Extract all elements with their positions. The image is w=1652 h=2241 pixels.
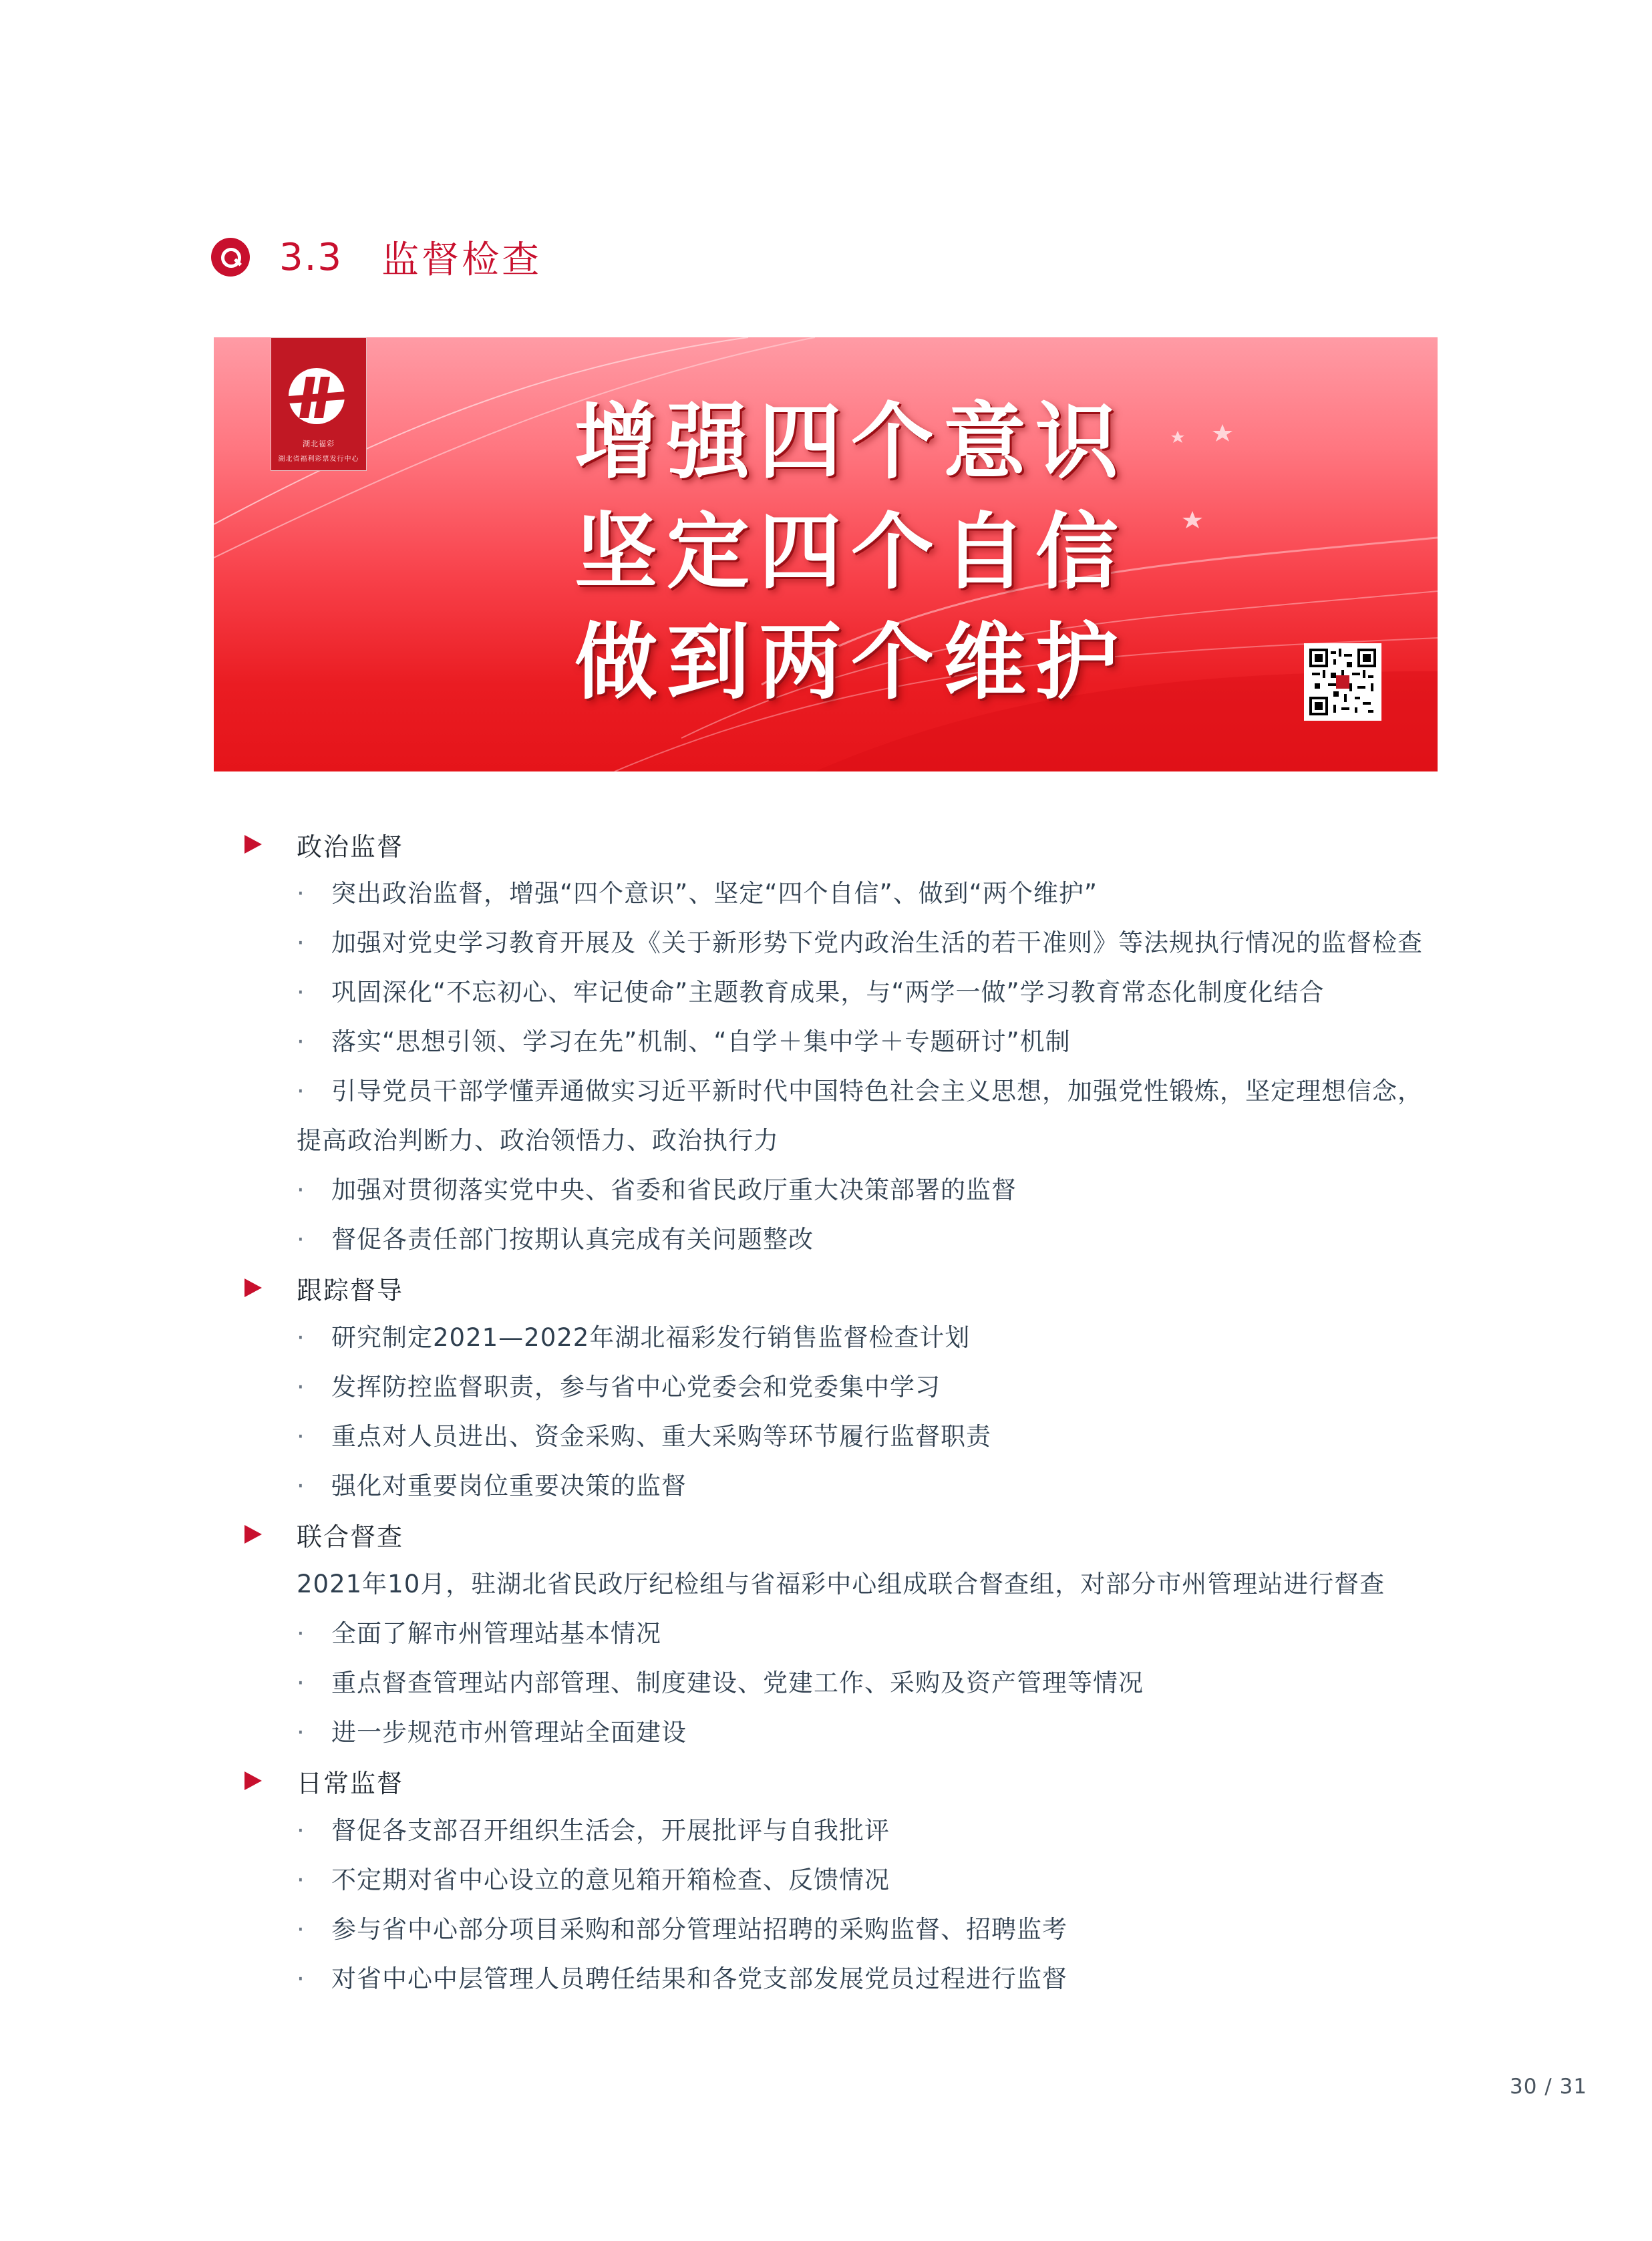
dot-bullet-icon: · <box>297 1964 305 1993</box>
section-tracking-supervision <box>244 1269 403 1307</box>
list-item: · 对省中心中层管理人员聘任结果和各党支部发展党员过程进行监督 <box>297 1960 1067 1998</box>
page-number: 30 / 31 <box>1510 2075 1588 2099</box>
section-title: 联合督查 <box>297 1522 404 1552</box>
heading-title: 监督检查 <box>381 238 542 282</box>
list-item: · 全面了解市州管理站基本情况 <box>297 1615 661 1653</box>
triangle-bullet-icon <box>244 1525 262 1544</box>
dot-bullet-icon: · <box>297 1472 305 1500</box>
list-item-continuation: 提高政治判断力、政治领悟力、政治执行力 <box>297 1126 779 1155</box>
dot-bullet-icon: · <box>297 1422 305 1451</box>
dot-bullet-icon: · <box>297 1816 305 1845</box>
list-item: · 强化对重要岗位重要决策的监督 <box>297 1468 687 1505</box>
list-item: · 研究制定2021—2022年湖北福彩发行销售监督检查计划 <box>297 1319 970 1357</box>
list-item: · 参与省中心部分项目采购和部分管理站招聘的采购监督、招聘监考 <box>297 1911 1067 1948</box>
dot-bullet-icon: · <box>297 928 305 957</box>
list-item: · 巩固深化“不忘初心、牢记使命”主题教育成果，与“两学一做”学习教育常态化制度化结合 <box>297 974 1325 1011</box>
list-item: · 不定期对省中心设立的意见箱开箱检查、反馈情况 <box>297 1862 890 1899</box>
slogan-line-2: 坚定四个自信 <box>574 504 1128 600</box>
dot-bullet-icon: · <box>297 1176 305 1204</box>
dot-bullet-icon: · <box>297 1027 305 1056</box>
dot-bullet-icon: · <box>297 1619 305 1648</box>
section-title: 政治监督 <box>297 832 404 862</box>
list-item: · 督促各支部召开组织生活会，开展批评与自我批评 <box>297 1812 890 1850</box>
dot-bullet-icon: · <box>297 1225 305 1254</box>
dot-bullet-icon: · <box>297 879 305 908</box>
slogan-line-3: 做到两个维护 <box>574 615 1128 711</box>
heading-number: 3.3 <box>279 235 343 279</box>
list-item: · 引导党员干部学懂弄通做实习近平新时代中国特色社会主义思想，加强党性锻炼，坚定理想信念， <box>297 1073 1423 1110</box>
list-item: · 发挥防控监督职责，参与省中心党委会和党委集中学习 <box>297 1369 941 1406</box>
section-intro: 2021年10月，驻湖北省民政厅纪检组与省福彩中心组成联合督查组，对部分市州管理站进行督查 <box>297 1570 1385 1598</box>
logo-text-1: 湖北福彩 <box>303 440 335 448</box>
dot-bullet-icon: · <box>297 978 305 1007</box>
dot-bullet-icon: · <box>297 1718 305 1747</box>
dot-bullet-icon: · <box>297 1077 305 1105</box>
list-item: · 重点督查管理站内部管理、制度建设、党建工作、采购及资产管理等情况 <box>297 1665 1144 1702</box>
list-item: · 督促各责任部门按期认真完成有关问题整改 <box>297 1221 814 1258</box>
section-daily-supervision <box>244 1762 403 1799</box>
dot-bullet-icon: · <box>297 1323 305 1352</box>
logo-text-2: 湖北省福利彩票发行中心 <box>278 456 359 463</box>
section-title: 日常监督 <box>297 1768 404 1798</box>
list-item: · 重点对人员进出、资金采购、重大采购等环节履行监督职责 <box>297 1418 991 1455</box>
dot-bullet-icon: · <box>297 1373 305 1401</box>
triangle-bullet-icon <box>244 1278 262 1297</box>
slogan-line-1: 增强四个意识 <box>574 394 1128 490</box>
list-item: · 突出政治监督，增强“四个意识”、坚定“四个自信”、做到“两个维护” <box>297 875 1098 912</box>
dot-bullet-icon: · <box>297 1669 305 1697</box>
section-title: 跟踪督导 <box>297 1275 404 1305</box>
section-joint-inspection <box>244 1516 403 1553</box>
triangle-bullet-icon <box>244 1771 262 1790</box>
list-item: · 落实“思想引领、学习在先”机制、“自学＋集中学＋专题研讨”机制 <box>297 1023 1071 1061</box>
triangle-bullet-icon <box>244 835 262 854</box>
dot-bullet-icon: · <box>297 1866 305 1894</box>
dot-bullet-icon: · <box>297 1915 305 1944</box>
list-item: · 进一步规范市州管理站全面建设 <box>297 1714 687 1751</box>
list-item: · 加强对党史学习教育开展及《关于新形势下党内政治生活的若干准则》等法规执行情况的监督检查 <box>297 924 1423 962</box>
section-political-supervision <box>244 826 403 863</box>
list-item: · 加强对贯彻落实党中央、省委和省民政厅重大决策部署的监督 <box>297 1172 1017 1209</box>
